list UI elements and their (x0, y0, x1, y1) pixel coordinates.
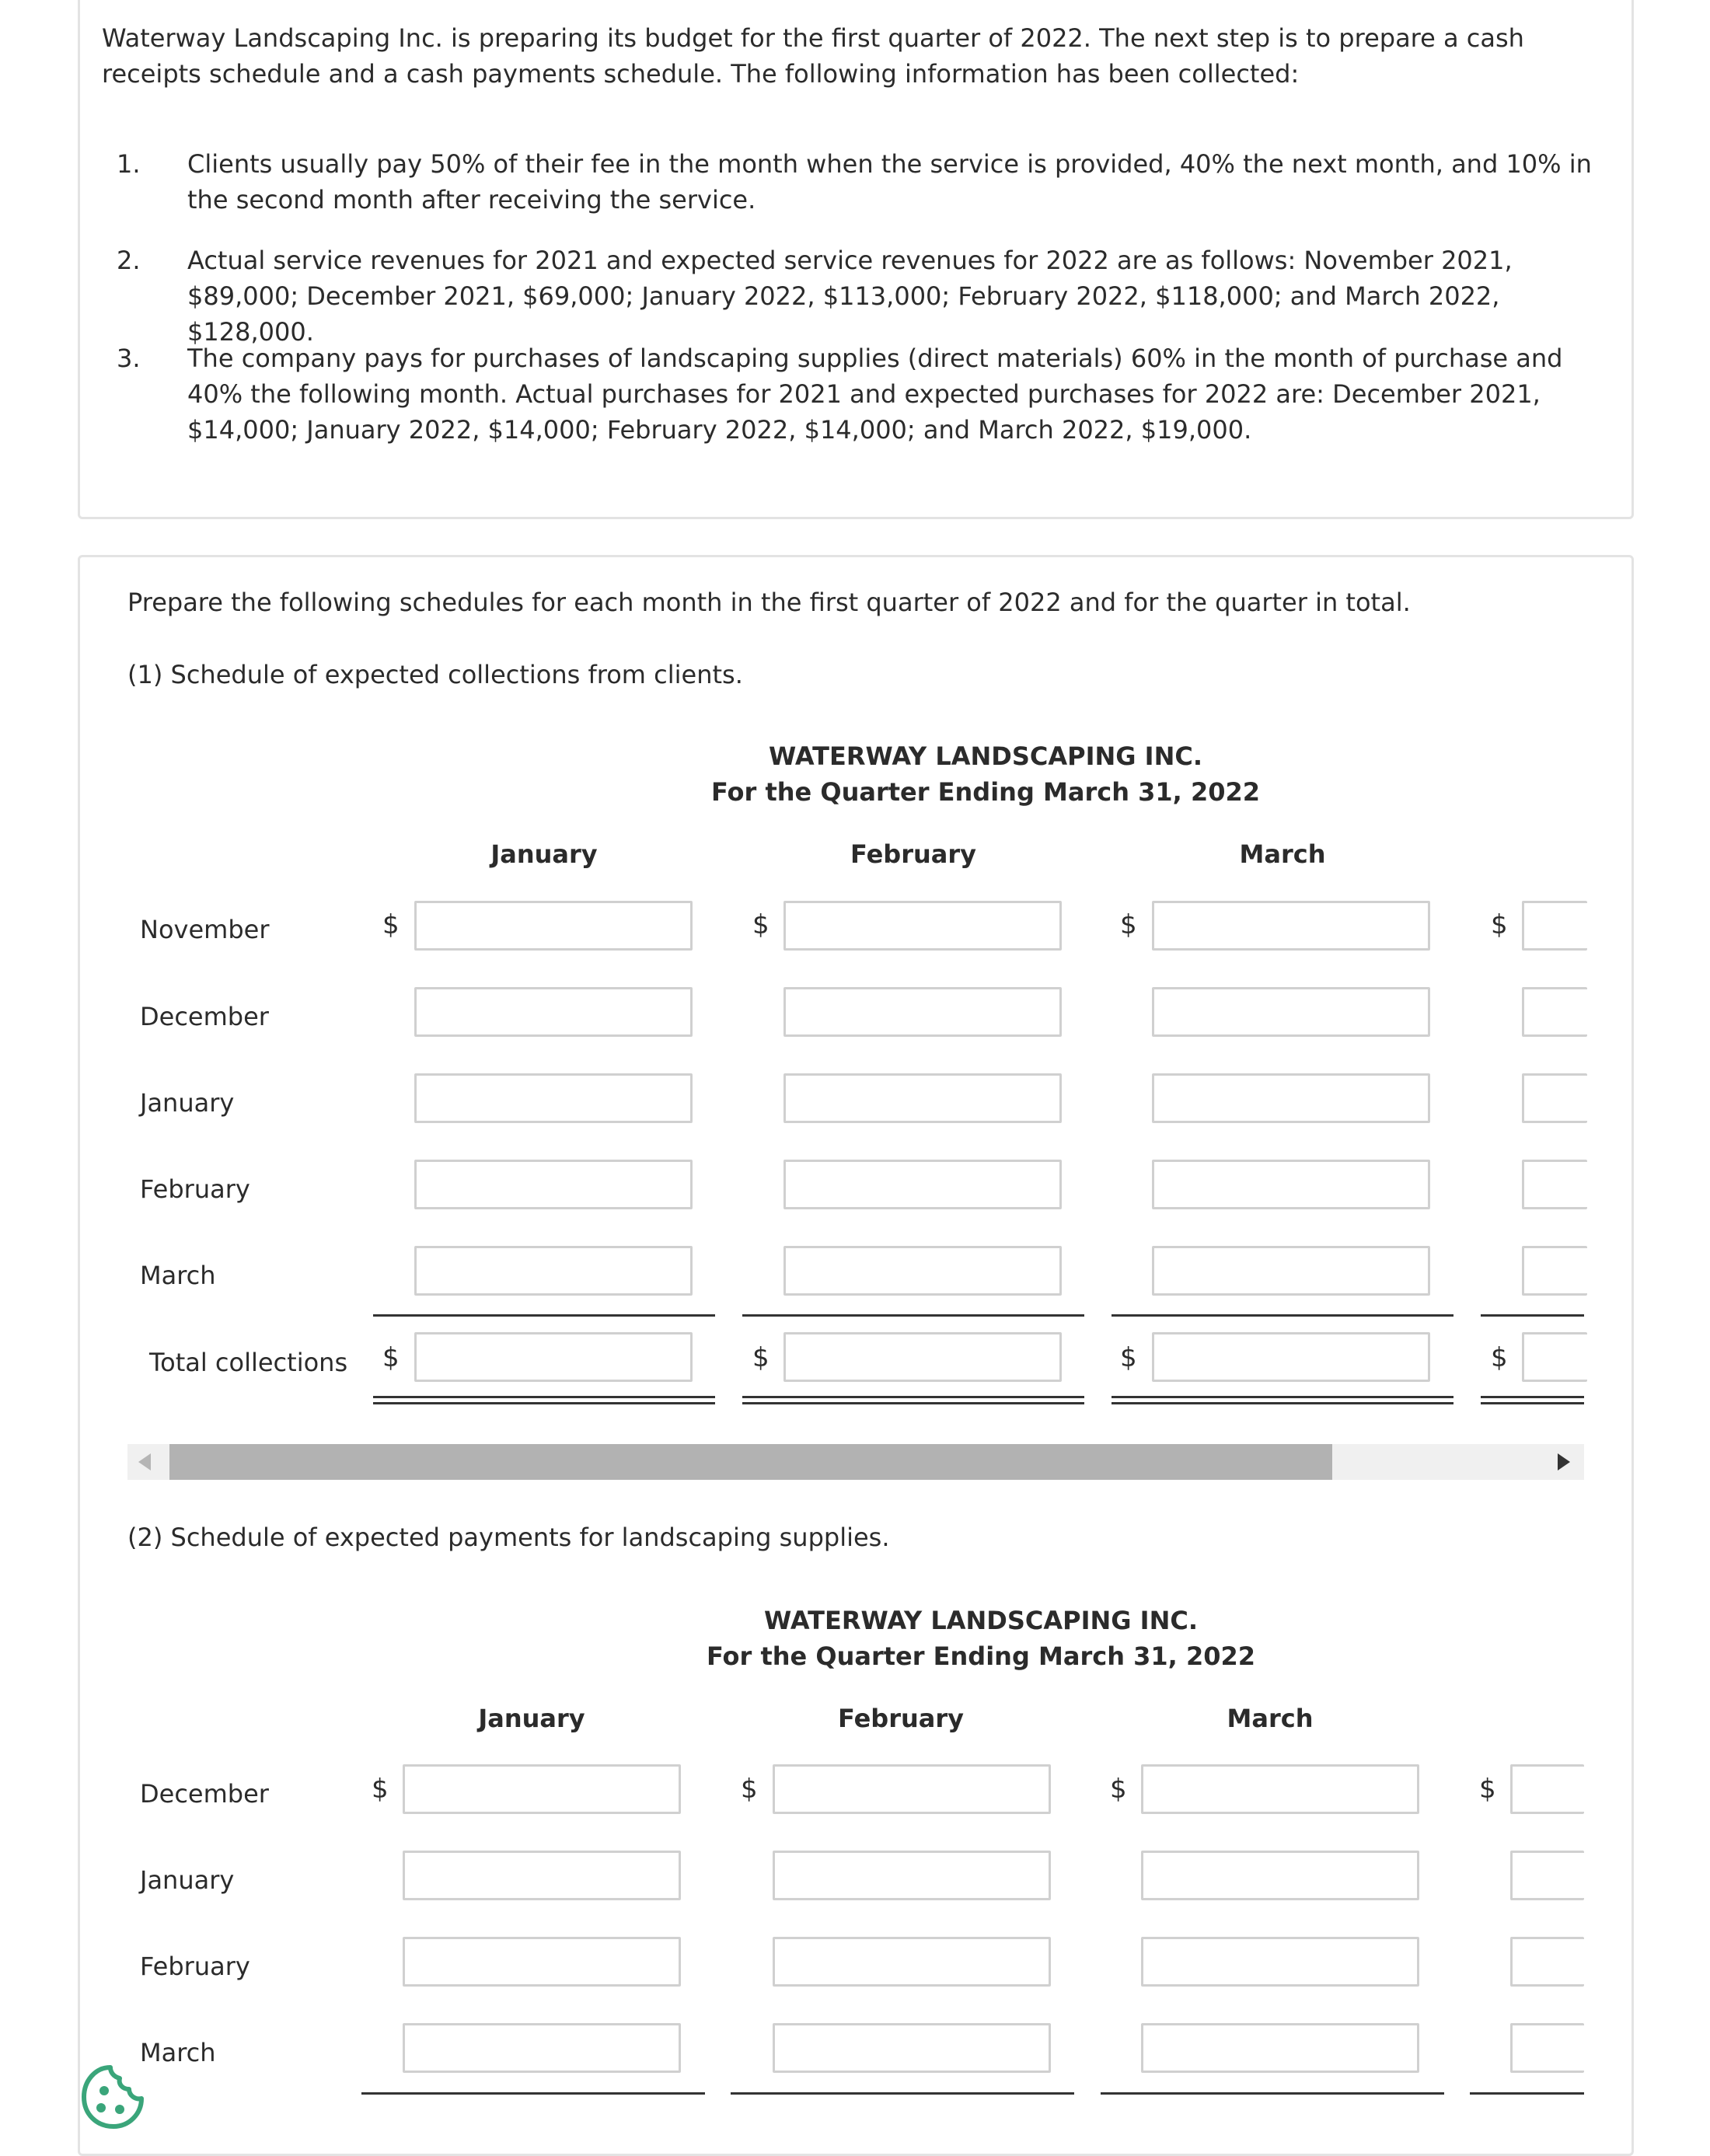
payments-december-february-input[interactable] (773, 1764, 1051, 1814)
collections-january-january-input[interactable] (414, 1073, 693, 1123)
payments-january-february-input[interactable] (773, 1851, 1051, 1900)
dollar-sign: $ (372, 1774, 389, 1805)
scrollbar-thumb[interactable] (169, 1444, 1332, 1480)
payments-march-march-input[interactable] (1141, 2023, 1419, 2073)
item-text: Clients usually pay 50% of their fee in the month when the service is provided, 40% the next month, and 10% in the second month after receiving the service. (187, 149, 1592, 215)
subtotal-rule (1481, 1314, 1584, 1317)
arrow-right-icon[interactable] (1558, 1453, 1570, 1470)
collections-november-february-input[interactable] (783, 901, 1062, 951)
row-label-march: March (140, 1261, 216, 1290)
subtotal-rule (1112, 1314, 1454, 1317)
total-collections-january-input[interactable] (414, 1332, 693, 1382)
collections-march-march-input[interactable] (1152, 1246, 1430, 1296)
collections-march-quarter-input[interactable] (1522, 1246, 1587, 1296)
subtotal-rule (742, 1314, 1084, 1317)
dollar-sign: $ (1479, 1774, 1496, 1805)
schedule1-period: For the Quarter Ending March 31, 2022 (710, 777, 1261, 807)
collections-december-february-input[interactable] (783, 987, 1062, 1037)
schedule2-period: For the Quarter Ending March 31, 2022 (706, 1641, 1256, 1671)
cookie-icon[interactable] (75, 2060, 149, 2134)
collections-december-march-input[interactable] (1152, 987, 1430, 1037)
row-label-january: January (140, 1865, 235, 1895)
dollar-sign: $ (1120, 909, 1137, 940)
subtotal-rule (373, 1314, 715, 1317)
item-text: The company pays for purchases of landscaping supplies (direct materials) 60% in the month of purchase and 40% the following month. Actual purchases for 2021 and expected purchases for 2022 are: December 2021, $14,000; January 2022, $14,000; February 2022, $14,000; and March 2022, $19,000. (187, 344, 1563, 445)
row-label-december: December (140, 1002, 269, 1031)
payments-december-quarter-input[interactable] (1510, 1764, 1584, 1814)
total-collections-february-input[interactable] (783, 1332, 1062, 1382)
column-header-february: February (850, 839, 976, 869)
collections-january-quarter-input[interactable] (1522, 1073, 1587, 1123)
total-collections-quarter-input[interactable] (1522, 1332, 1587, 1382)
total-double-rule (373, 1396, 715, 1398)
payments-february-march-input[interactable] (1141, 1937, 1419, 1987)
row-label-march: March (140, 2038, 216, 2067)
dollar-sign: $ (752, 909, 770, 940)
total-collections-march-input[interactable] (1152, 1332, 1430, 1382)
column-header-january: January (490, 839, 598, 869)
total-double-rule (742, 1402, 1084, 1404)
collections-november-january-input[interactable] (414, 901, 693, 951)
item-number: 3. (117, 344, 141, 373)
payments-january-january-input[interactable] (403, 1851, 681, 1900)
payments-january-quarter-input[interactable] (1510, 1851, 1584, 1900)
collections-november-quarter-input[interactable] (1522, 901, 1587, 951)
schedule2-company: WATERWAY LANDSCAPING INC. (763, 1606, 1199, 1635)
item-number: 1. (117, 149, 141, 179)
column-header-january: January (478, 1704, 585, 1733)
problem-intro: Waterway Landscaping Inc. is preparing its budget for the first quarter of 2022. The next step is to prepare a cash receipts schedule and a cash payments schedule. The following information has been collected: (102, 23, 1524, 89)
total-double-rule (1481, 1402, 1584, 1404)
total-double-rule (373, 1402, 715, 1404)
collections-february-january-input[interactable] (414, 1160, 693, 1209)
row-label-december: December (140, 1779, 269, 1809)
schedule2-heading: (2) Schedule of expected payments for landscaping supplies. (127, 1523, 890, 1552)
collections-february-march-input[interactable] (1152, 1160, 1430, 1209)
column-header-march: March (1227, 1704, 1314, 1733)
payments-march-quarter-input[interactable] (1510, 2023, 1584, 2073)
dollar-sign: $ (752, 1342, 770, 1373)
total-double-rule (1112, 1402, 1454, 1404)
subtotal-rule (1101, 2092, 1444, 2095)
payments-december-march-input[interactable] (1141, 1764, 1419, 1814)
collections-march-february-input[interactable] (783, 1246, 1062, 1296)
schedule1-company: WATERWAY LANDSCAPING INC. (768, 741, 1203, 771)
subtotal-rule (361, 2092, 705, 2095)
payments-december-january-input[interactable] (403, 1764, 681, 1814)
total-double-rule (1481, 1396, 1584, 1398)
payments-february-january-input[interactable] (403, 1937, 681, 1987)
payments-february-quarter-input[interactable] (1510, 1937, 1584, 1987)
item-number: 2. (117, 246, 141, 275)
payments-february-february-input[interactable] (773, 1937, 1051, 1987)
dollar-sign: $ (741, 1774, 758, 1805)
collections-march-january-input[interactable] (414, 1246, 693, 1296)
row-label-total-collections: Total collections (149, 1348, 348, 1377)
arrow-left-icon[interactable] (138, 1453, 151, 1470)
column-header-march: March (1239, 839, 1326, 869)
collections-december-january-input[interactable] (414, 987, 693, 1037)
collections-november-march-input[interactable] (1152, 901, 1430, 951)
collections-february-february-input[interactable] (783, 1160, 1062, 1209)
collections-february-quarter-input[interactable] (1522, 1160, 1587, 1209)
item-text: Actual service revenues for 2021 and expected service revenues for 2022 are as follows: November 2021, $89,000; December 2021, $69,000; January 2022, $113,000; February 2022, $118,000; and March 2022, $128,000. (187, 246, 1513, 347)
collections-january-february-input[interactable] (783, 1073, 1062, 1123)
column-header-february: February (838, 1704, 964, 1733)
row-label-january: January (140, 1088, 235, 1118)
row-label-february: February (140, 1174, 250, 1204)
subtotal-rule (1470, 2092, 1584, 2095)
total-double-rule (1112, 1396, 1454, 1398)
payments-january-march-input[interactable] (1141, 1851, 1419, 1900)
dollar-sign: $ (382, 1342, 400, 1373)
row-label-february: February (140, 1952, 250, 1981)
dollar-sign: $ (1120, 1342, 1137, 1373)
collections-january-march-input[interactable] (1152, 1073, 1430, 1123)
instructions: Prepare the following schedules for each month in the first quarter of 2022 and for the quarter in total. (127, 588, 1411, 617)
collections-december-quarter-input[interactable] (1522, 987, 1587, 1037)
total-double-rule (742, 1396, 1084, 1398)
dollar-sign: $ (1491, 909, 1508, 940)
dollar-sign: $ (1491, 1342, 1508, 1373)
subtotal-rule (731, 2092, 1074, 2095)
row-label-november: November (140, 915, 270, 944)
payments-march-january-input[interactable] (403, 2023, 681, 2073)
payments-march-february-input[interactable] (773, 2023, 1051, 2073)
schedule1-heading: (1) Schedule of expected collections from clients. (127, 660, 743, 689)
dollar-sign: $ (382, 909, 400, 940)
dollar-sign: $ (1110, 1774, 1127, 1805)
